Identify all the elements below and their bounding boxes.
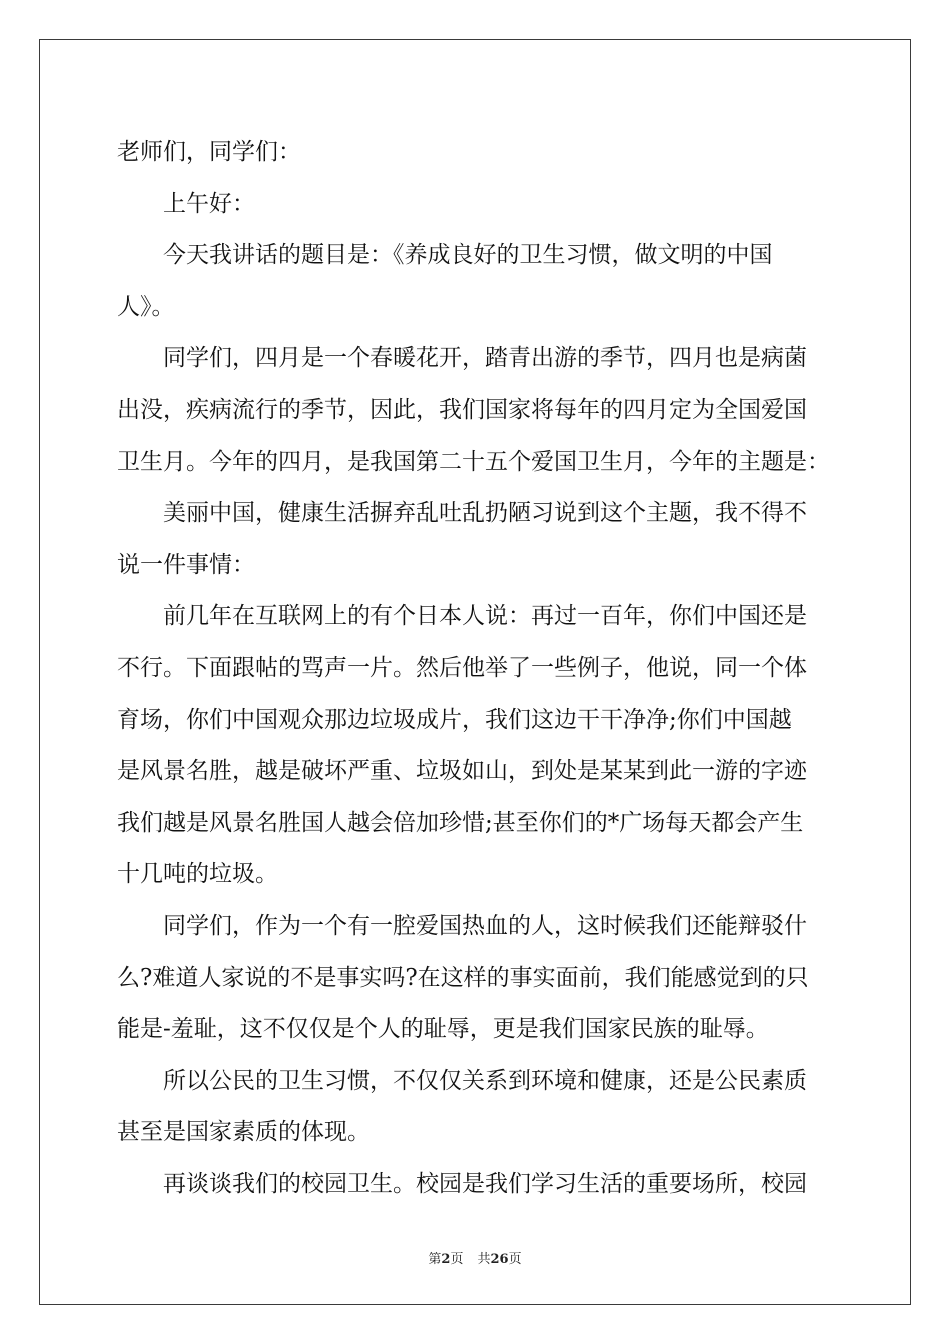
total-pages-number: 26 bbox=[490, 1252, 509, 1267]
text-line: 我们越是风景名胜国人越会倍加珍惜;甚至你们的*广场每天都会产生 bbox=[117, 809, 804, 836]
text-line: 育场，你们中国观众那边垃圾成片，我们这边干干净净;你们中国越 bbox=[117, 706, 792, 733]
text-line: 甚至是国家素质的体现。 bbox=[117, 1119, 370, 1146]
text-line-topic-cont: 人》。 bbox=[117, 293, 175, 320]
text-line: 十几吨的垃圾。 bbox=[117, 861, 278, 888]
text-line: 不行。下面跟帖的骂声一片。然后他举了一些例子，他说，同一个体 bbox=[117, 654, 807, 681]
text-line: 是风景名胜，越是破坏严重、垃圾如山，到处是某某到此一游的字迹 bbox=[117, 758, 807, 785]
text-line: 能是-羞耻，这不仅仅是个人的耻辱，更是我们国家民族的耻辱。 bbox=[117, 1016, 769, 1043]
text-line: 么?难道人家说的不是事实吗?在这样的事实面前，我们能感觉到的只 bbox=[117, 964, 809, 991]
document-body bbox=[117, 127, 837, 1210]
text-line: 所以公民的卫生习惯，不仅仅关系到环境和健康，还是公民素质 bbox=[163, 1067, 807, 1094]
text-line: 同学们，四月是一个春暖花开，踏青出游的季节，四月也是病菌 bbox=[163, 345, 807, 372]
page-indicator bbox=[428, 1252, 463, 1267]
text-line: 前几年在互联网上的有个日本人说：再过一百年，你们中国还是 bbox=[163, 603, 807, 630]
total-prefix: 共 bbox=[477, 1252, 491, 1267]
page-suffix: 页 bbox=[450, 1252, 464, 1267]
text-line-topic: 今天我讲话的题目是：《养成良好的卫生习惯，做文明的中国 bbox=[163, 242, 773, 269]
page-footer bbox=[0, 1248, 950, 1267]
text-line: 美丽中国，健康生活摒弃乱吐乱扔陋习说到这个主题，我不得不 bbox=[163, 500, 807, 527]
total-pages-indicator bbox=[477, 1252, 521, 1267]
page-prefix: 第 bbox=[428, 1252, 442, 1267]
text-line: 卫生月。今年的四月，是我国第二十五个爱国卫生月，今年的主题是： bbox=[117, 448, 830, 475]
text-line: 说一件事情： bbox=[117, 551, 255, 578]
text-line-salutation: 老师们，同学们： bbox=[117, 139, 301, 165]
page-number: 2 bbox=[441, 1252, 451, 1267]
text-line: 出没，疾病流行的季节，因此，我们国家将每年的四月定为全国爱国 bbox=[117, 396, 807, 423]
text-line-greeting: 上午好： bbox=[163, 190, 255, 217]
text-line: 同学们，作为一个有一腔爱国热血的人，这时候我们还能辩驳什 bbox=[163, 912, 807, 939]
total-suffix: 页 bbox=[508, 1252, 522, 1267]
text-line: 再谈谈我们的校园卫生。校园是我们学习生活的重要场所，校园 bbox=[163, 1170, 807, 1197]
